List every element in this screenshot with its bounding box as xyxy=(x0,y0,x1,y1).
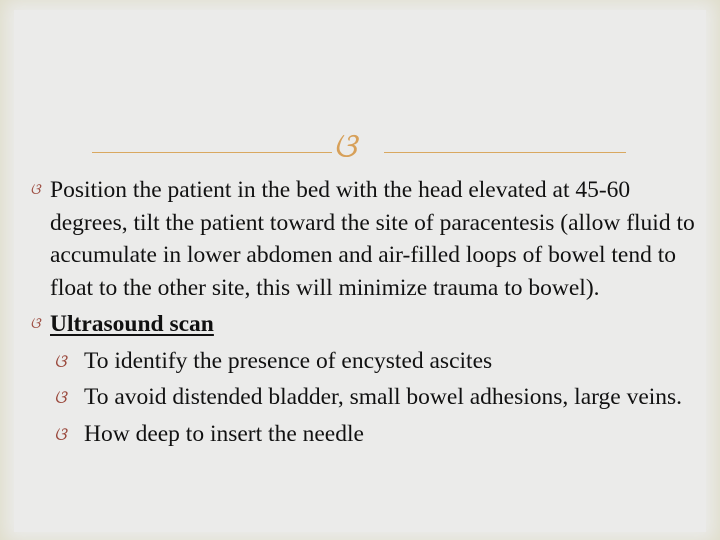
bullet-ultrasound xyxy=(30,308,700,341)
bullet-text: How deep to insert the needle xyxy=(84,420,364,447)
bullet-icon: ଓ xyxy=(30,182,41,198)
bullet-icon: ଓ xyxy=(54,350,67,371)
bullet-text: To identify the presence of encysted ascites xyxy=(84,347,493,374)
bullet-icon: ଓ xyxy=(54,423,67,444)
bullet-heading: Ultrasound scan xyxy=(50,311,214,337)
bullet-icon: ଓ xyxy=(54,387,67,407)
bullet-icon: ଓ xyxy=(30,316,41,332)
sub-bullet xyxy=(30,345,700,378)
ornament-icon: ଓ xyxy=(333,128,357,165)
title-divider-right xyxy=(384,152,626,153)
title-divider-left xyxy=(92,152,332,153)
slide-body xyxy=(30,174,700,450)
bullet-positioning xyxy=(30,174,700,304)
bullet-text: To avoid distended bladder, small bowel adhesions, large veins. xyxy=(84,384,683,410)
bullet-text: Position the patient in the bed with the head elevated at 45-60 degrees, tilt the patient toward the site of paracentesis (allow fluid to accumulate in lower abdomen and air-filled loops of bowel tend to float to the other site, this will minimize trauma to bowel). xyxy=(50,177,695,301)
sub-bullet xyxy=(30,381,700,414)
sub-bullet xyxy=(30,418,700,451)
